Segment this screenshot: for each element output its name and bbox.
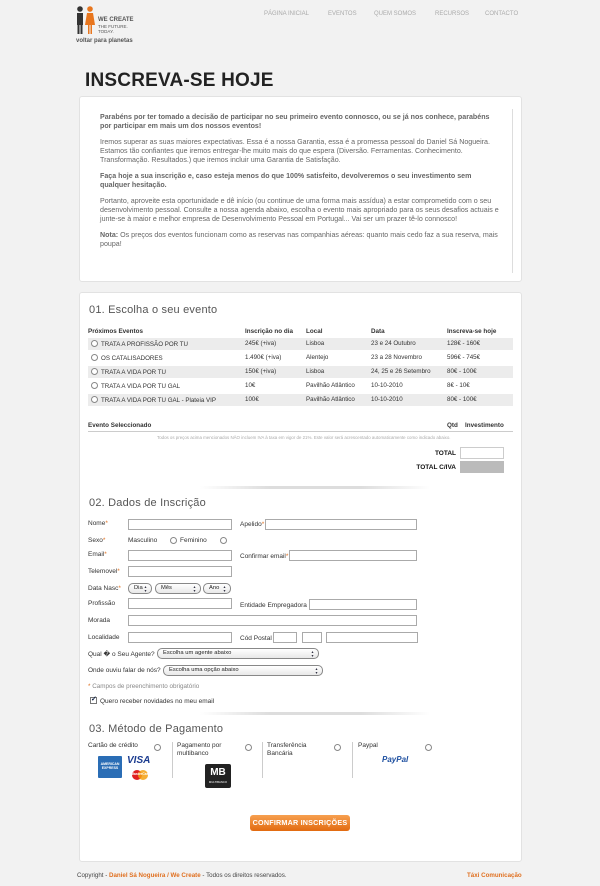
postal-code-part1-input[interactable] (273, 632, 297, 643)
total-vat-label: TOTAL C/IVA (416, 464, 456, 471)
event-name: TRATA A VIDA POR TU GAL (101, 383, 181, 390)
paypal-logo-icon: PayPal (382, 755, 409, 764)
localidade-input[interactable] (128, 632, 232, 643)
telemovel-input[interactable] (128, 566, 232, 577)
col-qty: Qtd (447, 422, 458, 429)
nav-home[interactable]: PÁGINA INICIAL (264, 11, 310, 17)
payment-separator (262, 742, 263, 778)
event-price-day: 150€ (+iva) (245, 368, 277, 375)
event-radio[interactable] (91, 368, 98, 375)
nav-about[interactable]: QUEM SOMOS (374, 11, 417, 17)
footer-credit[interactable] (467, 872, 522, 879)
woman-figure-icon (85, 6, 95, 34)
brand-line1: WE CREATE (98, 17, 134, 23)
intro-guarantee: Faça hoje a sua inscrição e, caso esteja menos do que 100% satisfeito, devolveremos o seu investimento sem qualquer hesitação. (100, 172, 472, 189)
payment-transfer-label: Transferência Bancária (267, 742, 307, 757)
section-divider (200, 712, 430, 715)
payment-paypal-option[interactable] (358, 742, 408, 790)
newsletter-label: Quero receber novidades no meu email (100, 698, 215, 705)
event-location: Lisboa (306, 368, 325, 375)
payment-mb-label: Pagamento por multibanco (177, 742, 222, 757)
event-row[interactable] (88, 366, 513, 378)
agent-select[interactable]: Escolha um agente abaixo ▴▾ (157, 648, 319, 659)
event-row[interactable] (88, 338, 513, 350)
profissao-input[interactable] (128, 598, 232, 609)
vat-note: Todos os preços acima mencionados NÃO incluem IVA à taxa em vigor de 21%. Este valor será acrescentado automaticamente como indicado abaixo. (157, 435, 451, 440)
event-price-today: 8€ - 10€ (447, 382, 470, 389)
nome-input[interactable] (128, 519, 232, 530)
selected-event-header (88, 422, 513, 432)
man-figure-icon (76, 6, 84, 34)
event-radio[interactable] (91, 382, 98, 389)
nav-contact[interactable]: CONTACTO (485, 11, 519, 17)
email-label: Email* (88, 551, 107, 558)
col-price-today: Inscreva-se hoje (447, 328, 497, 335)
event-location: Pavilhão Atlântico (306, 382, 355, 389)
masculino-label: Masculino (128, 537, 158, 544)
morada-label: Morada (88, 617, 111, 624)
event-date: 10-10-2010 (371, 382, 403, 389)
event-date: 24, 25 e 26 Setembro (371, 368, 431, 375)
section-divider (200, 486, 430, 489)
nav-resources[interactable]: RECURSOS (435, 11, 470, 17)
payment-separator (352, 742, 353, 778)
copyright-text: Copyright - (77, 872, 109, 879)
feminino-label: Feminino (180, 537, 207, 544)
event-price-day: 1.490€ (+iva) (245, 354, 282, 361)
total-value (460, 447, 504, 459)
intro-note-label: Nota: (100, 231, 119, 239)
events-table-header (88, 326, 513, 336)
day-select[interactable]: Dia ▴▾ (128, 583, 152, 594)
amex-logo-icon: AMERICAN EXPRESS (98, 756, 122, 778)
masculino-radio[interactable] (170, 537, 177, 544)
confirm-registration-button[interactable]: CONFIRMAR INSCRIÇÕES (250, 815, 350, 831)
event-price-day: 245€ (+iva) (245, 340, 277, 347)
col-selected-event: Evento Seleccionado (88, 422, 152, 429)
brand-line3: TODAY. (98, 29, 114, 34)
brand-line2: THE FUTURE. (98, 24, 128, 29)
entidade-label: Entidade Empregadora (240, 602, 307, 609)
credit-link[interactable]: Táxi Comunicação (467, 872, 522, 879)
localidade-label: Localidade (88, 634, 120, 641)
event-name: TRATA A VIDA POR TU (101, 369, 166, 376)
section-payment-title: 03. Método de Pagamento (89, 723, 224, 735)
copyright-link[interactable]: Daniel Sá Nogueira / We Create (108, 872, 201, 879)
agente-label: Qual � o Seu Agente? (88, 651, 155, 658)
postal-code-part2-input[interactable] (302, 632, 322, 643)
event-price-day: 10€ (245, 382, 256, 389)
confirm-email-input[interactable] (289, 550, 417, 561)
intro-card (79, 96, 522, 282)
month-select[interactable]: Mês ▴▾ (155, 583, 201, 594)
payment-card-label: Cartão de crédito (88, 742, 138, 749)
brand-text (98, 17, 146, 34)
multibanco-text: MULTIBANCO (208, 780, 228, 784)
required-note: * Campos de preenchimento obrigatório (88, 683, 200, 690)
event-name: TRATA A VIDA POR TU GAL - Plateia VIP (101, 397, 216, 404)
mastercard-logo-icon (129, 768, 151, 780)
email-input[interactable] (128, 550, 232, 561)
rights-text: - Todos os direitos reservados. (200, 872, 287, 879)
event-date: 23 a 28 Novembro (371, 354, 422, 361)
event-location: Alentejo (306, 354, 329, 361)
section-choose-event-title: 01. Escolha o seu evento (89, 304, 218, 316)
event-radio[interactable] (91, 396, 98, 403)
event-price-today: 128€ - 160€ (447, 340, 481, 347)
payment-card-radio[interactable] (154, 744, 161, 751)
event-row[interactable] (88, 380, 513, 392)
site-header (0, 0, 600, 60)
event-date: 10-10-2010 (371, 396, 403, 403)
nome-label: Nome* (88, 520, 108, 527)
payment-separator (172, 742, 173, 778)
mastercard-text: MasterCard (131, 772, 151, 776)
referral-select[interactable]: Escolha uma opção abaixo ▴▾ (163, 665, 323, 676)
event-name: TRATA A PROFISSÃO POR TU (101, 341, 188, 348)
year-select[interactable]: Ano ▴▾ (203, 583, 231, 594)
section-registration-title: 02. Dados de Inscrição (89, 497, 206, 509)
payment-paypal-label: Paypal (358, 742, 378, 749)
multibanco-logo-icon (205, 764, 231, 788)
cod-postal-label: Cód Postal (240, 635, 272, 642)
payment-mb-radio[interactable] (245, 744, 252, 751)
col-price-day: Inscrição no dia (245, 328, 293, 335)
apelido-input[interactable] (265, 519, 417, 530)
confirm-email-label: Confirmar email* (240, 553, 289, 560)
back-to-planets-link[interactable]: voltar para planetas (76, 38, 133, 44)
event-row[interactable] (88, 394, 513, 406)
intro-paragraph-2: Iremos superar as suas maiores expectativas. Essa é a nossa Garantia, essa é a promessa pessoal do Daniel Sá Nogueira. Estamos tão confiantes que iremos entregar-lhe muito mais do que espera (Diversão. Ferramentas. Conhecimento. Transformação. Resultados.) que iremos incluir uma Garantia de Satisfação. (100, 138, 490, 164)
ouviu-label: Onde ouviu falar de nós? (88, 667, 161, 674)
intro-note-text: Os preços dos eventos funcionam como as reservas nas companhias aéreas: quanto mais cedo faz a sua reserva, mais poupa! (100, 231, 498, 248)
event-date: 23 e 24 Outubro (371, 340, 416, 347)
event-radio[interactable] (91, 340, 98, 347)
payment-transfer-option[interactable] (267, 742, 322, 790)
newsletter-option[interactable] (90, 697, 214, 705)
feminino-radio[interactable] (220, 537, 227, 544)
visa-logo-icon: VISA (127, 755, 151, 766)
event-price-today: 596€ - 745€ (447, 354, 481, 361)
event-location: Pavilhão Atlântico (306, 396, 355, 403)
payment-transfer-radio[interactable] (334, 744, 341, 751)
total-label: TOTAL (434, 450, 456, 457)
sexo-label: Sexo* (88, 537, 106, 544)
postal-code-locality-input[interactable] (326, 632, 418, 643)
payment-paypal-radio[interactable] (425, 744, 432, 751)
morada-input[interactable] (128, 615, 417, 626)
footer-copyright (77, 872, 287, 879)
col-investment: Investimento (465, 422, 504, 429)
data-nasc-label: Data Nasc* (88, 585, 121, 592)
total-vat-value (460, 461, 504, 473)
event-price-day: 100€ (245, 396, 259, 403)
event-location: Lisboa (306, 340, 325, 347)
apelido-label: Apelido* (240, 521, 265, 528)
mb-text: MB (210, 767, 226, 778)
event-radio[interactable] (91, 354, 98, 361)
intro-paragraph-4: Portanto, aproveite esta oportunidade e dê início (ou continue de uma forma mais assídua) a estar comprometido com o seu desenvolvimento pessoal. Consulte a nossa agenda abaixo, escolha o evento mais apropriado para os seus desafios actuais e junte-se à maior e melhor empresa de Desenvolvimento Pessoal em Portugal... Vai ser um prazer tê-lo connosco! (100, 197, 499, 223)
event-price-today: 80€ - 100€ (447, 396, 477, 403)
event-row[interactable] (88, 352, 513, 364)
nav-events[interactable]: EVENTOS (328, 11, 357, 17)
col-date: Data (371, 328, 385, 335)
newsletter-checkbox[interactable] (90, 697, 97, 704)
scrollbar[interactable] (512, 109, 513, 273)
event-price-today: 80€ - 100€ (447, 368, 477, 375)
event-name: OS CATALISADORES (101, 355, 163, 362)
intro-congrats: Parabéns por ter tomado a decisão de participar no seu primeiro evento connosco, ou se já nos conhece, parabéns por participar em mais um dos nossos eventos! (100, 113, 490, 130)
col-location: Local (306, 328, 323, 335)
profissao-label: Profissão (88, 600, 116, 607)
entidade-input[interactable] (309, 599, 417, 610)
telemovel-label: Telemovel* (88, 568, 120, 575)
page-title: INSCREVA-SE HOJE (85, 70, 274, 91)
col-events: Próximos Eventos (88, 328, 143, 335)
